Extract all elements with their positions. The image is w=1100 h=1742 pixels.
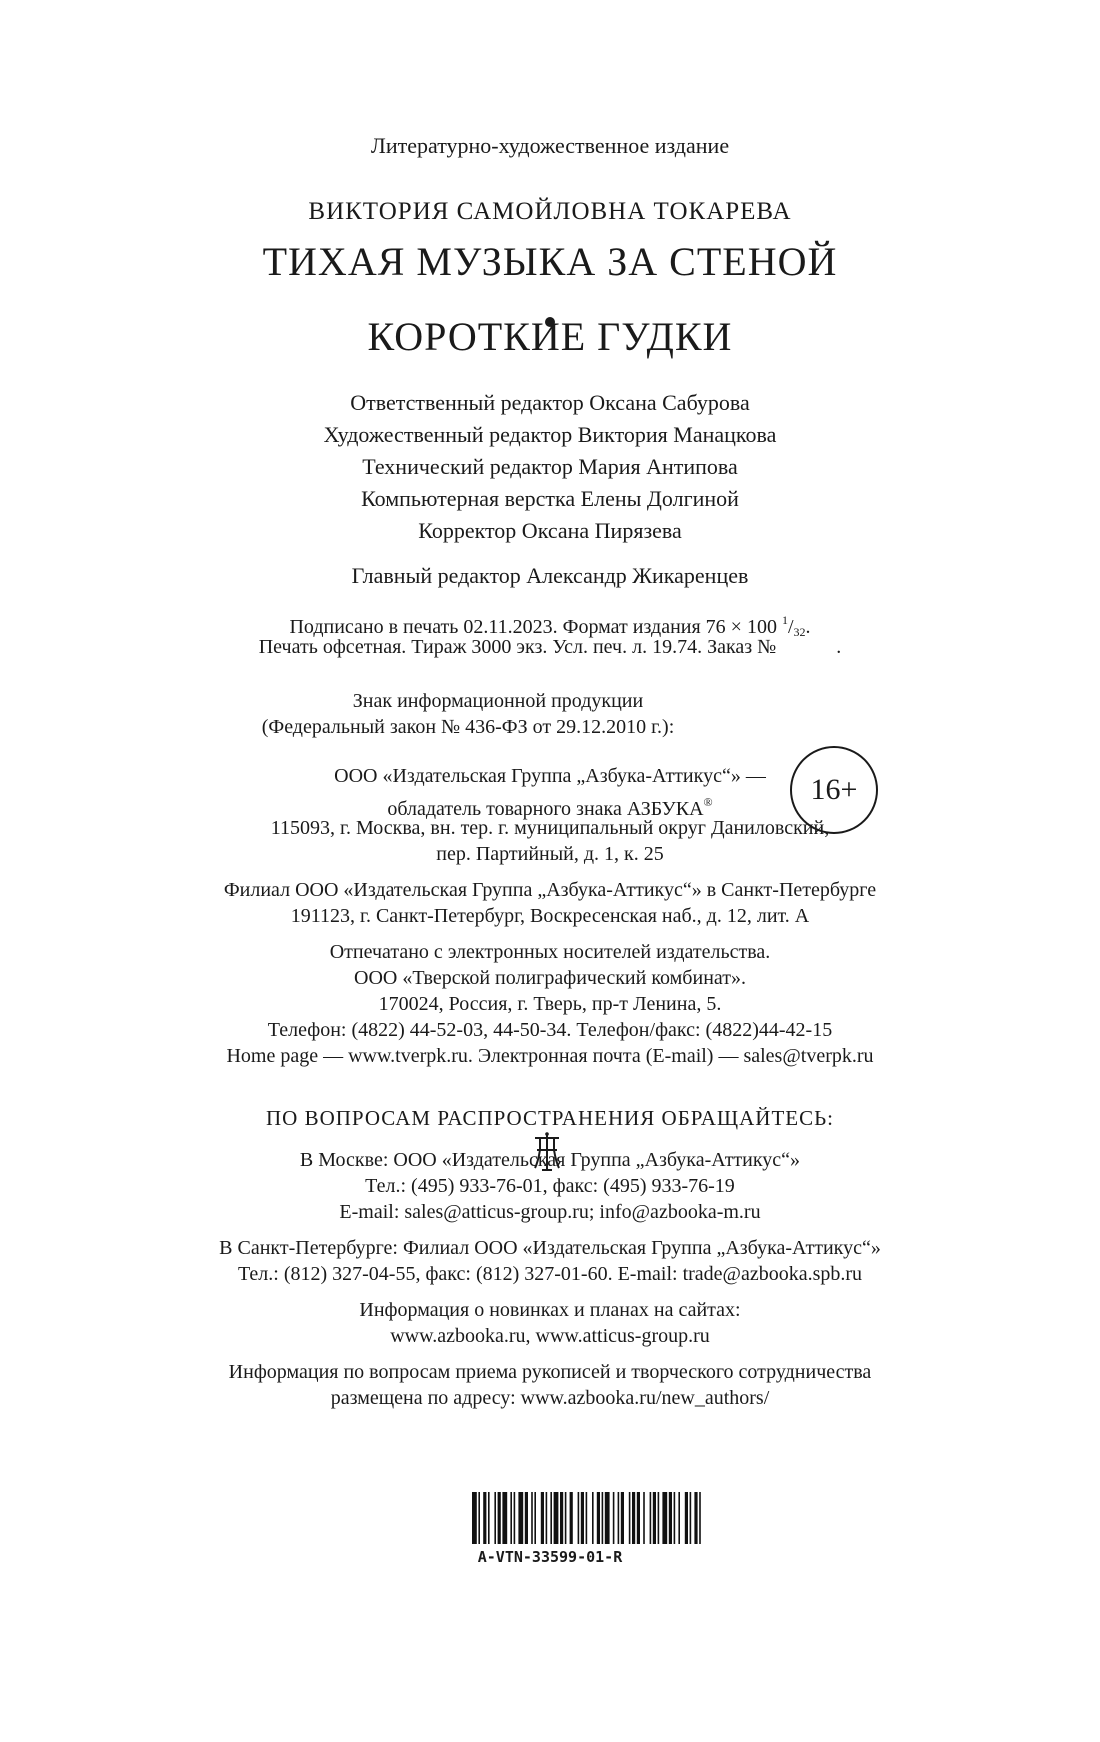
distribution-moscow: В Москве: ООО «Издательская Группа „Азбука-Аттикус“» <box>299 1149 801 1171</box>
barcode-bar <box>541 1492 544 1544</box>
barcode-bar <box>621 1492 624 1544</box>
printer-web: Home page — www.tverpk.ru. Электронная почта (E-mail) — sales@tverpk.ru <box>226 1045 874 1067</box>
format-fraction-separator: / <box>787 616 794 638</box>
barcode-code: A-VTN-33599-01-R <box>477 1548 623 1566</box>
barcode-bar <box>518 1492 523 1544</box>
barcode-bar <box>650 1492 652 1544</box>
barcode-icon <box>472 1492 832 1544</box>
sites-info: Информация о новинках и планах на сайтах: <box>359 1299 741 1321</box>
age-mark-law: (Федеральный закон № 436-ФЗ от 29.12.2010 г.): <box>261 716 675 738</box>
print-format-period: . <box>805 616 811 638</box>
edition-type: Литературно-художественное издание <box>370 133 730 158</box>
printer-address: 170024, Россия, г. Тверь, пр-т Ленина, 5. <box>378 993 722 1015</box>
barcode-bar <box>472 1492 477 1544</box>
credit-line: Корректор Оксана Пирязева <box>418 518 682 543</box>
printer-line: ООО «Тверской полиграфический комбинат». <box>354 967 746 989</box>
publisher-address: 115093, г. Москва, вн. тер. г. муниципальный округ Даниловский, <box>270 817 830 839</box>
trademark-text: обладатель товарного знака АЗБУКА <box>387 798 704 820</box>
book-title-1: ТИХАЯ МУЗЫКА ЗА СТЕНОЙ <box>262 239 838 284</box>
barcode-bar <box>602 1492 604 1544</box>
distribution-heading: ПО ВОПРОСАМ РАСПРОСТРАНЕНИЯ ОБРАЩАЙТЕСЬ: <box>266 1106 834 1130</box>
barcode-bar <box>502 1492 507 1544</box>
distribution-spb: В Санкт-Петербурге: Филиал ООО «Издательская Группа „Азбука-Аттикус“» <box>219 1237 881 1259</box>
publisher-line: ООО «Издательская Группа „Азбука-Аттикус“» — <box>334 765 766 787</box>
distribution-spb-contacts: Тел.: (812) 327-04-55, факс: (812) 327-01-60. E-mail: trade@azbooka.spb.ru <box>237 1263 863 1285</box>
barcode-bar <box>550 1492 552 1544</box>
barcode-bar <box>669 1492 672 1544</box>
barcode-bar <box>514 1492 516 1544</box>
printer-line: Отпечатано с электронных носителей издательства. <box>329 941 771 963</box>
barcode-bar <box>690 1492 692 1544</box>
barcode-bar <box>694 1492 697 1544</box>
barcode-bar <box>685 1492 688 1544</box>
barcode-bar <box>637 1492 640 1544</box>
barcode-bar <box>565 1492 567 1544</box>
barcode-bar <box>618 1492 620 1544</box>
barcode-bar <box>658 1492 660 1544</box>
distribution-moscow-phone: Тел.: (495) 933-76-01, факс: (495) 933-76-19 <box>365 1175 735 1197</box>
chief-editor: Главный редактор Александр Жикаренцев <box>351 563 749 588</box>
format-fraction-numerator: 1 <box>781 613 788 627</box>
format-fraction-denominator: 32 <box>793 625 806 639</box>
barcode-bar <box>570 1492 573 1544</box>
print-info-line-2: Печать офсетная. Тираж 3000 экз. Усл. печ. л. 19.74. Заказ № . <box>258 636 842 658</box>
credit-line: Художественный редактор Виктория Манацкова <box>323 422 777 447</box>
credit-line: Ответственный редактор Оксана Сабурова <box>350 390 750 415</box>
barcode-bar <box>605 1492 610 1544</box>
manuscripts-info: Информация по вопросам приема рукописей и творческого сотрудничества <box>228 1361 872 1383</box>
author-name: ВИКТОРИЯ САМОЙЛОВНА ТОКАРЕВА <box>308 198 792 225</box>
barcode-bar <box>578 1492 580 1544</box>
barcode-bar <box>483 1492 486 1544</box>
distribution-moscow-email: E-mail: sales@atticus-group.ru; info@azbooka-m.ru <box>339 1201 761 1223</box>
barcode-bar <box>534 1492 536 1544</box>
sites-list: www.azbooka.ru, www.atticus-group.ru <box>390 1325 710 1347</box>
barcode-bar <box>531 1492 533 1544</box>
barcode-bar <box>632 1492 635 1544</box>
barcode-bar <box>653 1492 656 1544</box>
barcode-bar <box>494 1492 496 1544</box>
barcode-bar <box>643 1492 645 1544</box>
barcode-bar <box>581 1492 584 1544</box>
barcode-bar <box>560 1492 563 1544</box>
printer-phone: Телефон: (4822) 44-52-03, 44-50-34. Телефон/факс: (4822)44-42-15 <box>267 1019 833 1041</box>
credit-line: Компьютерная верстка Елены Долгиной <box>361 486 739 511</box>
barcode-bar <box>525 1492 528 1544</box>
barcode-bar <box>674 1492 676 1544</box>
age-rating-badge: 16+ <box>790 746 878 834</box>
barcode-bar <box>592 1492 594 1544</box>
book-title-2: КОРОТКИЕ ГУДКИ <box>367 314 733 359</box>
barcode-bar <box>498 1492 501 1544</box>
barcode-bar <box>597 1492 600 1544</box>
barcode-bar <box>662 1492 667 1544</box>
barcode-bar <box>510 1492 512 1544</box>
barcode-bar <box>488 1492 490 1544</box>
credit-line: Технический редактор Мария Антипова <box>362 454 738 479</box>
manuscripts-url: размещена по адресу: www.azbooka.ru/new_authors/ <box>330 1387 770 1409</box>
barcode-bar <box>586 1492 588 1544</box>
publisher-address: пер. Партийный, д. 1, к. 25 <box>436 843 664 865</box>
registered-mark: ® <box>703 795 713 809</box>
barcode-bar <box>613 1492 615 1544</box>
barcode-bar <box>678 1492 680 1544</box>
print-format-text: Подписано в печать 02.11.2023. Формат издания 76 × 100 <box>289 616 782 638</box>
barcode-bar <box>554 1492 559 1544</box>
barcode-bar <box>478 1492 480 1544</box>
barcode-bar <box>629 1492 631 1544</box>
branch-address: 191123, г. Санкт-Петербург, Воскресенская наб., д. 12, лит. А <box>290 905 810 927</box>
barcode-bar <box>546 1492 548 1544</box>
age-mark-label: Знак информационной продукции <box>352 690 644 712</box>
barcode-bar <box>699 1492 701 1544</box>
branch-line: Филиал ООО «Издательская Группа „Азбука-Аттикус“» в Санкт-Петербурге <box>223 879 877 901</box>
